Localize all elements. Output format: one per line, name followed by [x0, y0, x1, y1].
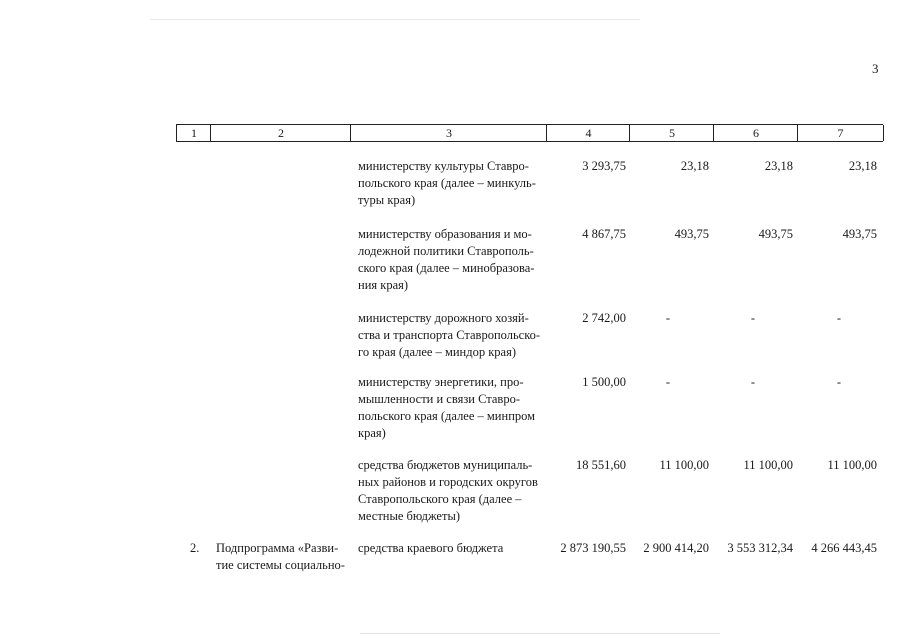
scan-artifact-bottom	[360, 633, 720, 634]
value-col-5: 23,18	[680, 159, 709, 173]
funding-source-line: го края (далее – миндор края)	[358, 345, 517, 359]
scan-artifact-top	[150, 19, 640, 20]
funding-source	[358, 374, 542, 442]
header-col-5: 5	[629, 125, 714, 141]
value-col-5: 11 100,00	[659, 458, 709, 472]
value-col-7: -	[836, 311, 841, 325]
page-number: 3	[872, 61, 879, 76]
funding-source-line: польского края (далее – минпром	[358, 409, 536, 423]
table-header-row	[176, 124, 883, 142]
funding-source-line: мышленности и связи Ставро-	[358, 392, 520, 406]
header-col-3: 3	[350, 125, 547, 141]
subprogram-name	[216, 540, 350, 574]
subprogram-name-line: Подпрограмма «Разви-	[216, 541, 339, 555]
funding-source	[358, 158, 542, 209]
funding-source-line: Ставропольского края (далее –	[358, 492, 522, 506]
funding-source-line: лодежной политики Ставрополь-	[358, 244, 534, 258]
header-col-1: 1	[176, 125, 211, 141]
funding-source-line: средства краевого бюджета	[358, 541, 504, 555]
value-col-6: 3 553 312,34	[727, 541, 793, 555]
value-col-5: 493,75	[674, 227, 709, 241]
value-col-4: 2 873 190,55	[560, 541, 626, 555]
funding-source-line: ных районов и городских округов	[358, 475, 538, 489]
value-col-4: 1 500,00	[582, 375, 626, 389]
value-col-6: 23,18	[764, 159, 793, 173]
funding-source-line: средства бюджетов муниципаль-	[358, 458, 533, 472]
value-col-4: 3 293,75	[582, 159, 626, 173]
funding-source-line: края)	[358, 426, 386, 440]
funding-source	[358, 457, 542, 525]
value-col-5: 2 900 414,20	[643, 541, 709, 555]
funding-source-line: местные бюджеты)	[358, 509, 461, 523]
value-col-5: -	[665, 375, 670, 389]
funding-source-line: министерству энергетики, про-	[358, 375, 524, 389]
value-col-4: 18 551,60	[576, 458, 626, 472]
value-col-4: 2 742,00	[582, 311, 626, 325]
funding-source-line: ния края)	[358, 278, 409, 292]
header-col-4: 4	[546, 125, 630, 141]
row-index: 2.	[190, 541, 200, 555]
header-col-6: 6	[713, 125, 798, 141]
funding-source	[358, 540, 542, 557]
value-col-7: -	[836, 375, 841, 389]
header-col-7: 7	[797, 125, 884, 141]
funding-source-line: туры края)	[358, 193, 416, 207]
funding-source-line: министерству образования и мо-	[358, 227, 532, 241]
value-col-7: 493,75	[842, 227, 877, 241]
funding-source-line: ства и транспорта Ставропольско-	[358, 328, 541, 342]
funding-source	[358, 226, 542, 294]
value-col-4: 4 867,75	[582, 227, 626, 241]
value-col-6: -	[750, 375, 755, 389]
funding-source	[358, 310, 542, 361]
value-col-6: 11 100,00	[743, 458, 793, 472]
funding-source-line: польского края (далее – минкуль-	[358, 176, 536, 190]
header-col-2: 2	[210, 125, 351, 141]
funding-source-line: ского края (далее – минобразова-	[358, 261, 535, 275]
subprogram-name-line: тие системы социально-	[216, 558, 345, 572]
value-col-7: 11 100,00	[827, 458, 877, 472]
value-col-7: 4 266 443,45	[811, 541, 877, 555]
value-col-7: 23,18	[848, 159, 877, 173]
value-col-5: -	[665, 311, 670, 325]
value-col-6: 493,75	[758, 227, 793, 241]
funding-source-line: министерству дорожного хозяй-	[358, 311, 529, 325]
funding-source-line: министерству культуры Ставро-	[358, 159, 529, 173]
value-col-6: -	[750, 311, 755, 325]
